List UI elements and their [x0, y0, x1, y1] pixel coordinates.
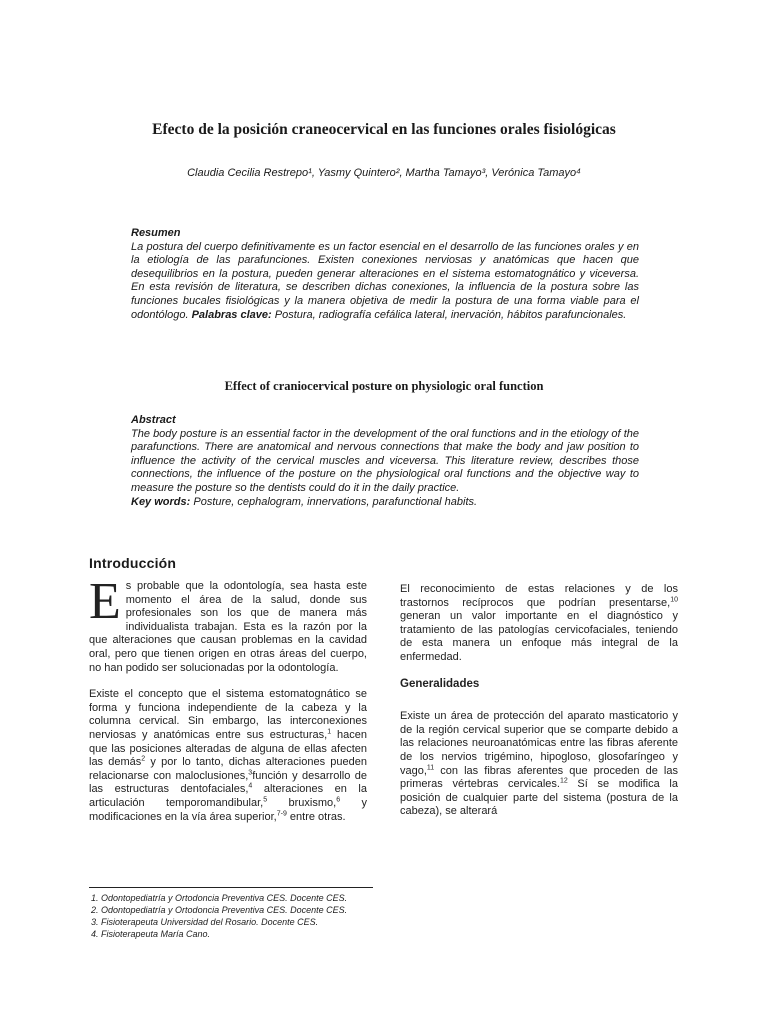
resumen-keywords-label: Palabras clave:	[191, 308, 272, 321]
abstract-keywords: Posture, cephalogram, innervations, parafunctional habits.	[193, 495, 478, 508]
footnote-2: 2. Odontopediatría y Ortodoncia Preventiva CES. Docente CES.	[91, 905, 348, 915]
footnote-divider	[89, 887, 373, 888]
resumen-text: La postura del cuerpo definitivamente es un factor esencial en el desarrollo de las funciones orales y en la etiología de las parafunciones. Existen conexiones nerviosas y anatómicas que hacen que desequilibrios en la postura, pueden generar alteraciones en el sistema estomatognático y viceversa. En esta revisión de literatura, se describen dichas conexiones, la influencia de la postura sobre las funciones bucales fisiológicas y la manera objetiva de medir la postura de una forma viable para el odontólogo. Palabras clave: Postura, radiografía cefálica lateral, inervación, hábitos parafuncionales.	[131, 240, 639, 321]
english-title: Effect of craniocervical posture on physiologic oral function	[224, 379, 544, 393]
abstract-text: The body posture is an essential factor in the development of the oral functions and in the etiology of the parafunctions. There are anatomical and nervous connections that make the body and jaw position to influence the activity of the cervical muscles and viceversa. This literature review, describes those connections, the influence of the posture on the physiological oral functions and the objective way to measure the posture so the dentists could do it in the daily practice.	[131, 427, 639, 494]
resumen-label: Resumen	[131, 227, 181, 239]
drop-cap: E	[89, 573, 121, 630]
right-column	[400, 583, 678, 832]
abstract-keywords-label: Key words:	[131, 495, 191, 508]
left-column	[89, 573, 368, 837]
right-paragraph-2: Existe un área de protección del aparato masticatorio y de la región cervical superior que se comparte debido a las relaciones neuroanatómicas entre las fibras aferente de los nervios trigémino, hipogloso, glosofaríngeo y vago,$^{11}$ con las fibras aferentes que proceden de las primeras vértebras cervicales.$^{12}$ Sí se modifica la posición de cualquier parte del sistema (postura de la cabeza), se alterará	[400, 710, 678, 818]
generalidades-heading: Generalidades	[400, 677, 480, 690]
footnote-1: 1. Odontopediatría y Ortodoncia Preventiva CES. Docente CES.	[91, 893, 348, 903]
intro-paragraph-1: Es probable que la odontología, sea hasta este momento el área de la salud, donde sus profesionales son los que de manera más individualista trabajan. Esta es la razón por la que alteraciones que causan problemas en la cavidad oral, pero que tienen origen en otras áreas del cuerpo, no han podido ser solucionadas por la odontología.	[89, 573, 367, 674]
intro-paragraph-2: Existe el concepto que el sistema estomatognático se forma y funciona independiente de la cabeza y la columna cervical. Sin embargo, las interconexiones nerviosas y anatómicas entre sus estructuras,$^1$ hacen que las posiciones alteradas de alguna de ellas afecten las demás$^2$ y por lo tanto, dichas alteraciones pueden relacionarse con maloclusiones,$^3$función y desarrollo de las estructuras dentofaciales,$^4$ alteraciones en la articulación temporomandibular,$^5$ bruxismo,$^6$ y modificaciones en la vía área superior,$^{7-9}$ entre otras.	[89, 688, 368, 823]
right-paragraph-1: El reconocimiento de estas relaciones y de los trastornos recíprocos que podrían presentarse,$^{10}$ generan un valor importante en el diagnóstico y tratamiento de las patologías cervicofaciales, teniendo de esta manera un enfoque más integral de la enfermedad.	[400, 583, 678, 663]
author-list: Claudia Cecilia Restrepo¹, Yasmy Quintero², Martha Tamayo³, Verónica Tamayo⁴	[187, 167, 581, 179]
footnote-3: 3. Fisioterapeuta Universidad del Rosario. Docente CES.	[91, 917, 319, 927]
footnote-4: 4. Fisioterapeuta María Cano.	[91, 929, 211, 939]
resumen-keywords: Postura, radiografía cefálica lateral, inervación, hábitos parafuncionales.	[274, 308, 627, 321]
footnotes	[91, 892, 411, 940]
abstract-label: Abstract	[131, 414, 176, 426]
paper-title: Efecto de la posición craneocervical en las funciones orales fisiológicas	[152, 121, 616, 138]
introduction-heading: Introducción	[89, 555, 177, 571]
resumen-block	[131, 227, 639, 322]
abstract-block	[131, 414, 639, 509]
abstract-keywords-line	[131, 496, 639, 510]
